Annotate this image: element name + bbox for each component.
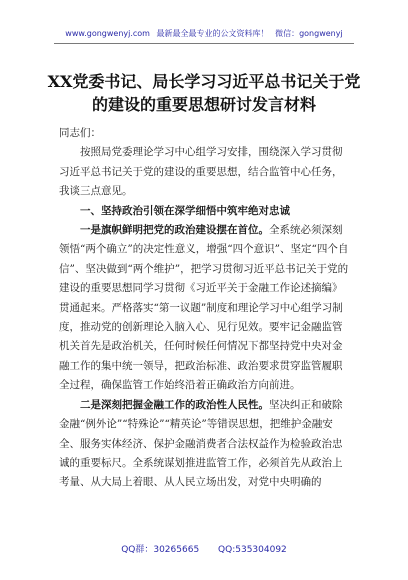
header-website[interactable]: www.gongwenyj.com — [65, 29, 150, 38]
footer-qq-group: QQ群：30265665 — [121, 545, 200, 555]
paragraph-1-lead: 一是旗帜鲜明把党的政治建设摆在首位。 — [80, 224, 269, 237]
footer-qq: QQ:535304092 — [218, 545, 287, 555]
paragraph-1-text: 全系统必须深刻领悟“两个确立”的决定性意义，增强“四个意识”、坚定“四个自信”、坚决做到“两个维护”，把学习贯彻习近平总书记关于党的建设的重要思想同学习贯彻《习近平关于金融工作论述摘编》贯通起来。严格落实“第一议题”制度和理论学习中心组学习制度，推动党的创新理论入脑入心、见行见效。要牢记金融监管机关首先是政治机关，任何时候任何情况下都坚持党中央对金融工作的集中统一领导，把政治标准、政治要求贯穿监管履职全过程，确保监管工作始终沿着正确政治方向前进。 — [59, 224, 349, 392]
header-divider — [54, 43, 354, 44]
page-header — [0, 28, 408, 39]
intro-paragraph: 按照局党委理论学习中心组学习安排，围绕深入学习贯彻习近平总书记关于党的建设的重要思想，结合监管中心任务，我谈三点意见。 — [59, 146, 343, 198]
section-heading: 一、坚持政治引领在深学细悟中筑牢绝对忠诚 — [80, 204, 290, 217]
header-wechat: 微信：gongwenyj — [275, 29, 343, 38]
header-slogan: 最新最全最专业的公文资料库！ — [156, 29, 269, 38]
greeting: 同志们： — [59, 127, 101, 139]
paragraph-1 — [59, 221, 349, 396]
paragraph-2-text: 坚决纠正和破除金融“例外论”“特殊论”“精英论”等错误思想，把维护金融安全、服务实体经济、保护金融消费者合法权益作为检验政治忠诚的重要标尺。全系统谋划推进监管工作，必须首先从政治上考量、从大局上着眼、从人民立场出发，对党中央明确的 — [59, 398, 343, 489]
page-footer — [0, 542, 408, 555]
paragraph-2-lead: 二是深刻把握金融工作的政治性人民性。 — [80, 398, 269, 411]
document-title: XX党委书记、局长学习习近平总书记关于党的建设的重要思想研讨发言材料 — [47, 72, 361, 114]
paragraph-2 — [59, 396, 349, 493]
document-body — [59, 124, 349, 493]
